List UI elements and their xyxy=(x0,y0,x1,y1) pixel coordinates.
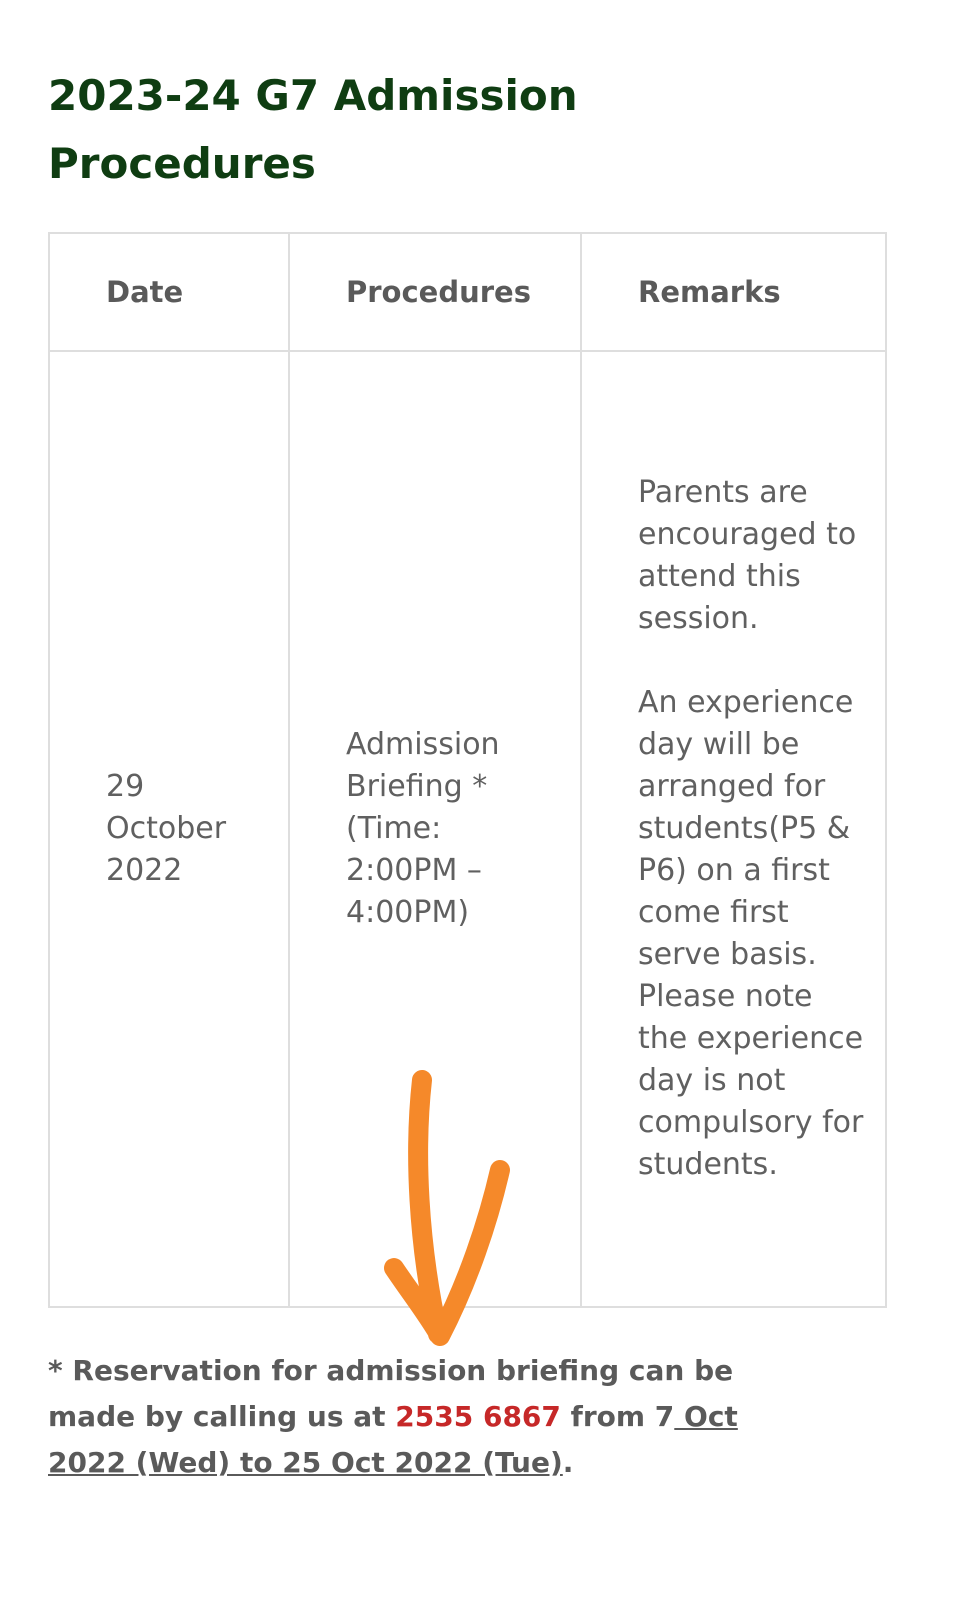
footnote-text: from 7 xyxy=(560,1400,675,1433)
procedure-cell: Admission Briefing * (Time: 2:00PM – 4:00PM) xyxy=(289,351,581,1307)
date-cell: 29 October 2022 xyxy=(49,351,289,1307)
reservation-footnote xyxy=(48,1348,748,1486)
admission-procedures-table xyxy=(48,232,887,1308)
reservation-date-range-link[interactable]: Oct 2022 (Wed) to 25 Oct 2022 (Tue) xyxy=(48,1400,738,1479)
column-header-procedures: Procedures xyxy=(289,233,581,351)
table-header-row xyxy=(49,233,886,351)
footnote-text: * Reservation for admission briefing can be made by calling us at xyxy=(48,1354,734,1433)
column-header-date: Date xyxy=(49,233,289,351)
column-header-remarks: Remarks xyxy=(581,233,886,351)
remarks-cell xyxy=(581,351,886,1307)
footnote-period: . xyxy=(562,1446,574,1479)
remarks-paragraph: An experience day will be arranged for students(P5 & P6) on a first come first serve basis. Please note the experience day is not compulsory for students. xyxy=(638,685,864,1182)
page-title: 2023-24 G7 Admission Procedures xyxy=(48,71,578,188)
remarks-paragraph: Parents are encouraged to attend this session. xyxy=(638,475,857,636)
phone-number[interactable]: 2535 6867 xyxy=(395,1400,561,1433)
table-row xyxy=(49,351,886,1307)
